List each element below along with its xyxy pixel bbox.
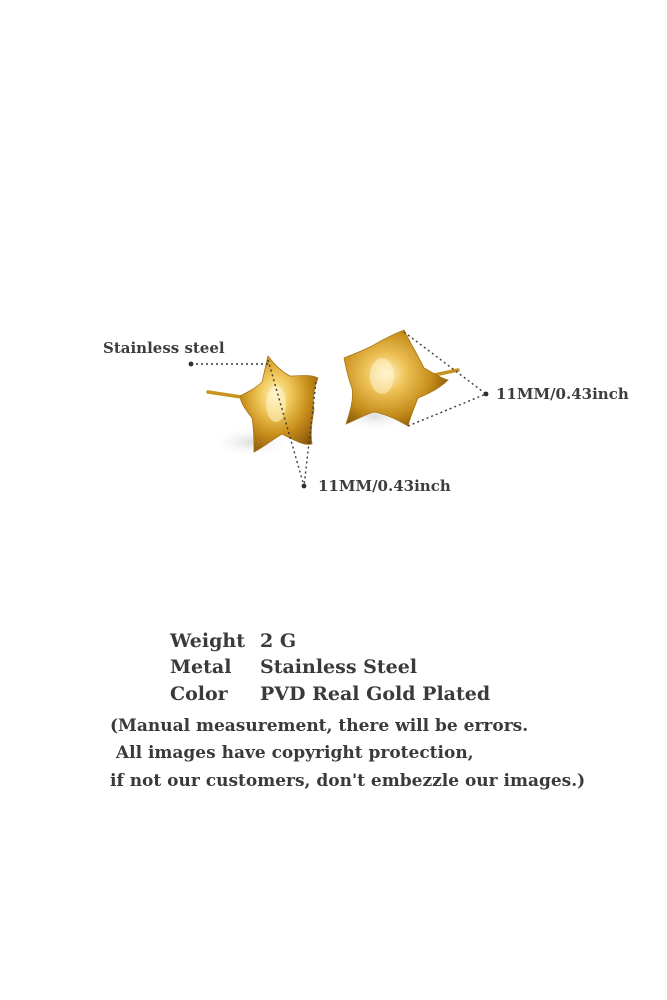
- spec-value: Stainless Steel: [260, 656, 418, 678]
- material-marker: [189, 362, 194, 367]
- measurement-lines: [191, 332, 486, 486]
- spec-weight: [170, 630, 296, 652]
- spec-key: Color: [170, 683, 228, 705]
- spec-color: [170, 683, 490, 705]
- right-star-highlight: [370, 358, 394, 394]
- note-line-1: (Manual measurement, there will be errors.: [110, 716, 529, 736]
- material-label: Stainless steel: [103, 339, 225, 357]
- note-line-2: All images have copyright protection,: [110, 743, 474, 763]
- spec-key: Metal: [170, 656, 232, 678]
- spec-value: 2 G: [260, 630, 297, 652]
- spec-key: Weight: [170, 630, 245, 652]
- spec-metal: [170, 656, 417, 678]
- width-marker: [484, 392, 489, 397]
- width-label: 11MM/0.43inch: [496, 385, 629, 403]
- height-label: 11MM/0.43inch: [318, 477, 451, 495]
- height-marker: [302, 484, 307, 489]
- right-star-earring: [344, 330, 448, 426]
- spec-value: PVD Real Gold Plated: [260, 683, 491, 705]
- note-line-3: if not our customers, don't embezzle our images.): [110, 771, 586, 791]
- left-star-highlight: [266, 386, 286, 422]
